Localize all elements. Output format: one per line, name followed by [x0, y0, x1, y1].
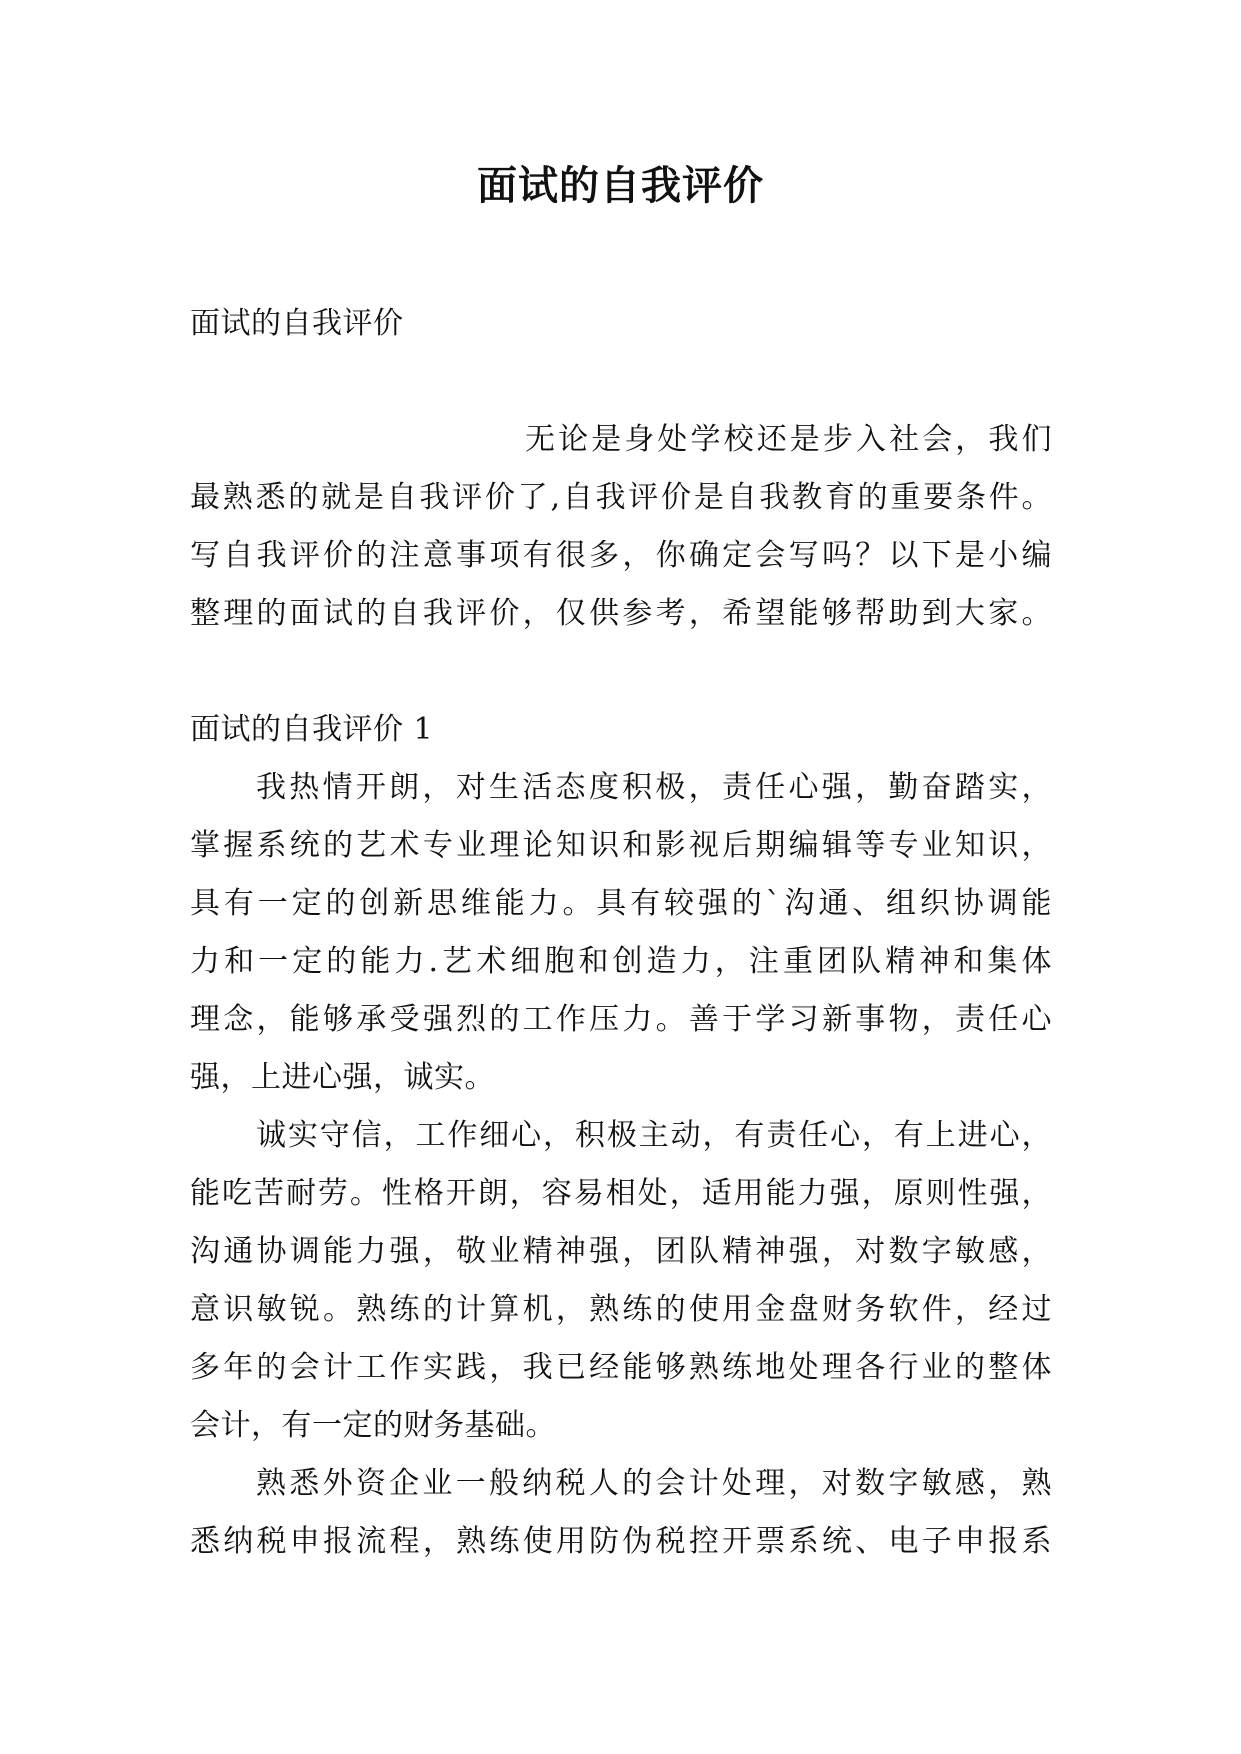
- paragraph-line: 悉纳税申报流程，熟练使用防伪税控开票系统、电子申报系: [190, 1524, 1052, 1559]
- section-heading: 面试的自我评价 1: [190, 712, 434, 747]
- paragraph-line: 熟悉外资企业一般纳税人的会计处理，对数字敏感，熟: [256, 1466, 1052, 1501]
- paragraph-line: 强，上进心强，诚实。: [190, 1060, 495, 1095]
- blank-line: [190, 353, 1052, 411]
- paragraph-line: 我热情开朗，对生活态度积极，责任心强，勤奋踏实，: [256, 770, 1052, 805]
- paragraph-line: 意识敏锐。熟练的计算机，熟练的使用金盘财务软件，经过: [190, 1292, 1052, 1327]
- paragraph-line: 能吃苦耐劳。性格开朗，容易相处，适用能力强，原则性强，: [190, 1176, 1052, 1211]
- paragraph-line: 多年的会计工作实践，我已经能够熟练地处理各行业的整体: [190, 1350, 1052, 1385]
- intro-line: 整理的面试的自我评价，仅供参考，希望能够帮助到大家。: [190, 596, 1052, 631]
- paragraph-line: 会计，有一定的财务基础。: [190, 1408, 556, 1443]
- intro-line: 写自我评价的注意事项有很多，你确定会写吗？以下是小编: [190, 538, 1052, 573]
- paragraph-line: 诚实守信，工作细心，积极主动，有责任心，有上进心，: [256, 1118, 1052, 1153]
- document-subtitle: 面试的自我评价: [190, 306, 404, 341]
- intro-line: 无论是身处学校还是步入社会，我们: [525, 422, 1052, 457]
- intro-line: 最熟悉的就是自我评价了,自我评价是自我教育的重要条件。: [190, 480, 1052, 515]
- document-body: [190, 295, 1052, 1571]
- paragraph-line: 沟通协调能力强，敬业精神强，团队精神强，对数字敏感，: [190, 1234, 1052, 1269]
- paragraph-line: 理念，能够承受强烈的工作压力。善于学习新事物，责任心: [190, 1002, 1052, 1037]
- paragraph-line: 具有一定的创新思维能力。具有较强的`沟通、组织协调能: [190, 886, 1052, 921]
- paragraph-line: 掌握系统的艺术专业理论知识和影视后期编辑等专业知识，: [190, 828, 1052, 863]
- blank-line: [190, 643, 1052, 701]
- paragraph-line: 力和一定的能力.艺术细胞和创造力，注重团队精神和集体: [190, 944, 1052, 979]
- document-title: 面试的自我评价: [477, 163, 764, 209]
